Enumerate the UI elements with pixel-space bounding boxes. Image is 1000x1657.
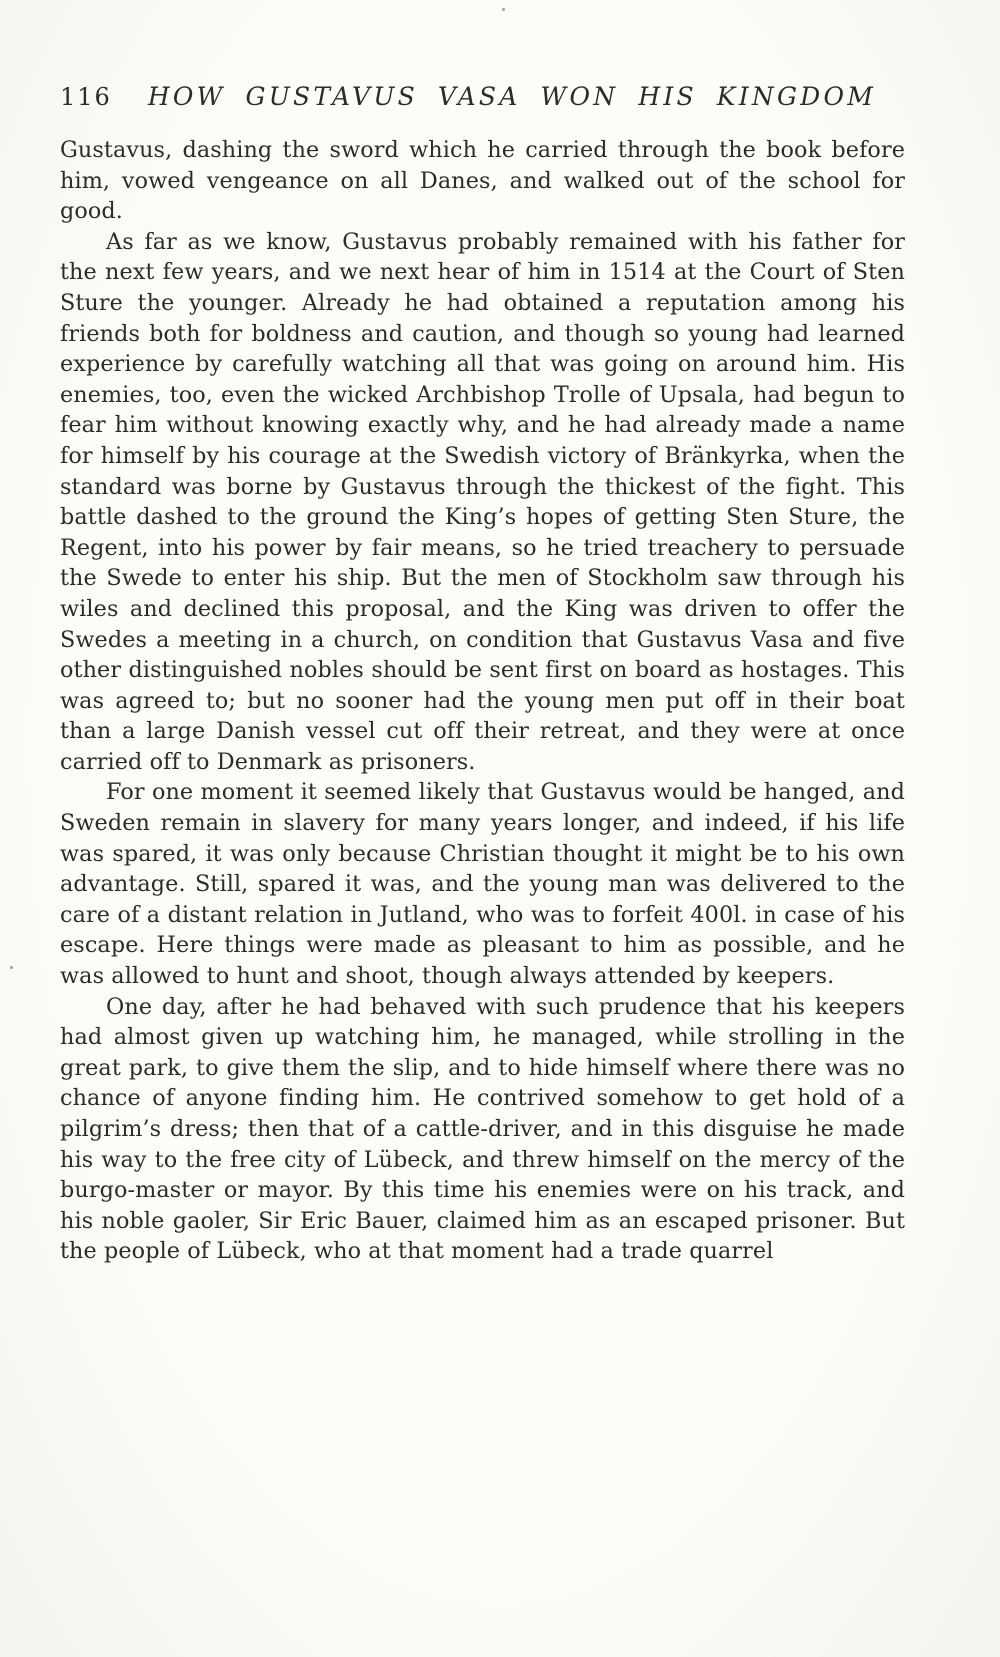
running-head: [0, 0, 1000, 111]
scan-speck: [502, 8, 505, 11]
running-title: HOW GUSTAVUS VASA WON HIS KINGDOM: [147, 82, 877, 111]
scan-speck: [10, 966, 13, 969]
page-number: 116: [60, 83, 112, 111]
paragraph: For one moment it seemed likely that Gustavus would be hanged, and Sweden remain in slavery for many years longer, and indeed, if his life was spared, it was only because Christian thought it might be to his own advantage. Still, spared it was, and the young man was delivered to the care of a distant relation in Jutland, who was to forfeit 400l. in case of his escape. Here things were made as pleasant to him as possible, and he was allowed to hunt and shoot, though always attended by keepers.: [60, 779, 905, 990]
paragraph: One day, after he had behaved with such prudence that his keepers had almost given up watching him, he managed, while strolling in the great park, to give them the slip, and to hide himself where there was no chance of anyone finding him. He contrived somehow to get hold of a pilgrim’s dress; then that of a cattle-driver, and in this disguise he made his way to the free city of Lübeck, and threw himself on the mercy of the burgo-master or mayor. By this time his enemies were on his track, and his noble gaoler, Sir Eric Bauer, claimed him as an escaped prisoner. But the people of Lübeck, who at that moment had a trade quarrel: [60, 993, 905, 1265]
page-text: [0, 111, 1000, 1267]
paragraph: As far as we know, Gustavus probably remained with his father for the next few years, and we next hear of him in 1514 at the Court of Sten Sture the younger. Already he had obtained a reputation among his friends both for boldness and caution, and though so young had learned experience by carefully watching all that was going on around him. His enemies, too, even the wicked Archbishop Trolle of Upsala, had begun to fear him without knowing exactly why, and he had already made a name for himself by his courage at the Swedish victory of Bränkyrka, when the standard was borne by Gustavus through the thickest of the fight. This battle dashed to the ground the King’s hopes of getting Sten Sture, the Regent, into his power by fair means, so he tried treachery to persuade the Swede to enter his ship. But the men of Stockholm saw through his wiles and declined this proposal, and the King was driven to offer the Swedes a meeting in a church, on condition that Gustavus Vasa and five other distinguished nobles should be sent first on board as hostages. This was agreed to; but no sooner had the young men put off in their boat than a large Danish vessel cut off their retreat, and they were at once carried off to Denmark as prisoners.: [60, 228, 905, 775]
paragraph: Gustavus, dashing the sword which he carried through the book before him, vowed vengeance on all Danes, and walked out of the school for good.: [60, 137, 905, 225]
